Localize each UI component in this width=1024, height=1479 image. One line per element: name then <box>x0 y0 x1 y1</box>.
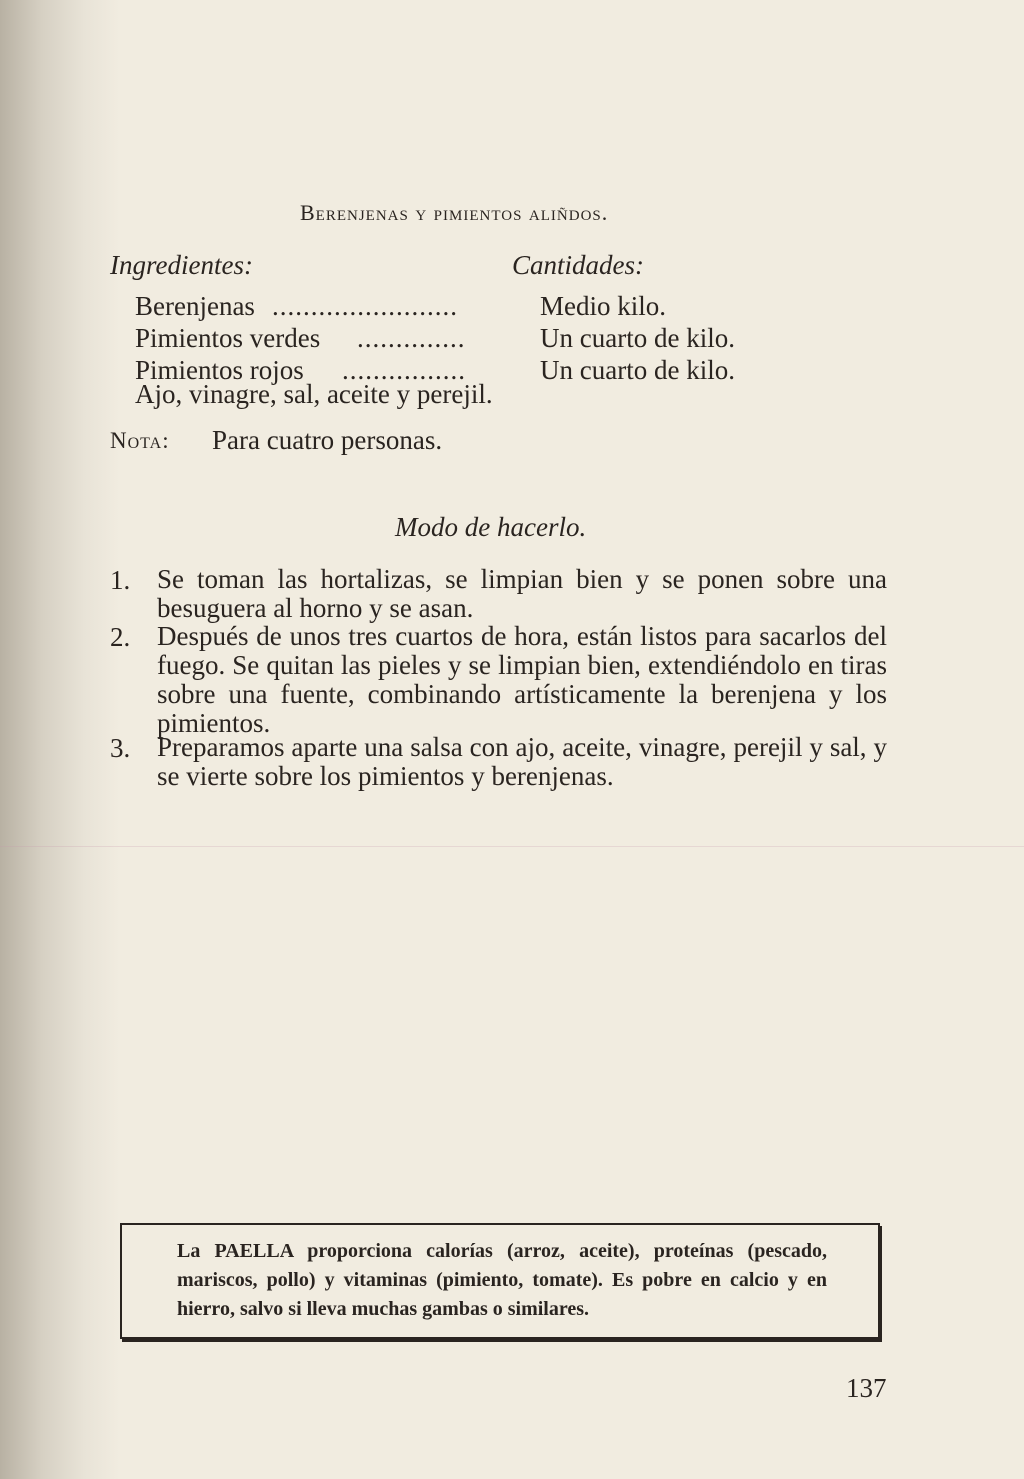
step-number: 1. <box>110 565 131 595</box>
ingredients-header: Ingredientes: <box>110 250 253 280</box>
ingredient-quantity: Un cuarto de kilo. <box>540 355 735 385</box>
method-header: Modo de hacerlo. <box>395 512 587 542</box>
page-number: 137 <box>846 1373 887 1403</box>
step-number: 2. <box>110 622 131 652</box>
step-text: Preparamos aparte una salsa con ajo, aceite, vinagre, perejil y sal, y se vierte sobre los pimientos y berenjenas. <box>157 732 887 791</box>
ingredient-name: Pimientos verdes <box>135 323 321 353</box>
ingredient-quantity: Un cuarto de kilo. <box>540 323 735 353</box>
leader-dots: .............. <box>357 323 466 353</box>
ingredient-name: Pimientos rojos <box>135 355 304 385</box>
ingredient-quantity: Medio kilo. <box>540 291 666 321</box>
ingredient-name: Ajo, vinagre, sal, aceite y perejil. <box>135 379 493 409</box>
note-text: Para cuatro personas. <box>212 425 443 455</box>
recipe-title: Berenjenas y pimientos aliñdos. <box>300 200 609 225</box>
note-label: Nota: <box>110 428 170 453</box>
leader-dots: ........................ <box>272 291 458 321</box>
quantities-header: Cantidades: <box>512 250 644 280</box>
info-box <box>120 1223 880 1339</box>
step-text: Se toman las hortalizas, se limpian bien y se ponen sobre una besuguera al horno y se asan. <box>157 564 887 623</box>
ingredient-name: Berenjenas <box>135 291 255 321</box>
step-text: Después de unos tres cuartos de hora, están listos para sacarlos del fuego. Se quitan las pieles y se limpian bien, extendiéndolo en tiras sobre una fuente, combinando artísticamente la berenjena y los pimientos. <box>157 621 887 738</box>
leader-dots: ................ <box>342 355 466 385</box>
step-number: 3. <box>110 733 131 763</box>
info-box-text: La PAELLA proporciona calorías (arroz, aceite), proteínas (pescado, mariscos, pollo) y vitaminas (pimiento, tomate). Es pobre en calcio y en hierro, salvo si lleva muchas gambas o similares. <box>177 1240 827 1320</box>
